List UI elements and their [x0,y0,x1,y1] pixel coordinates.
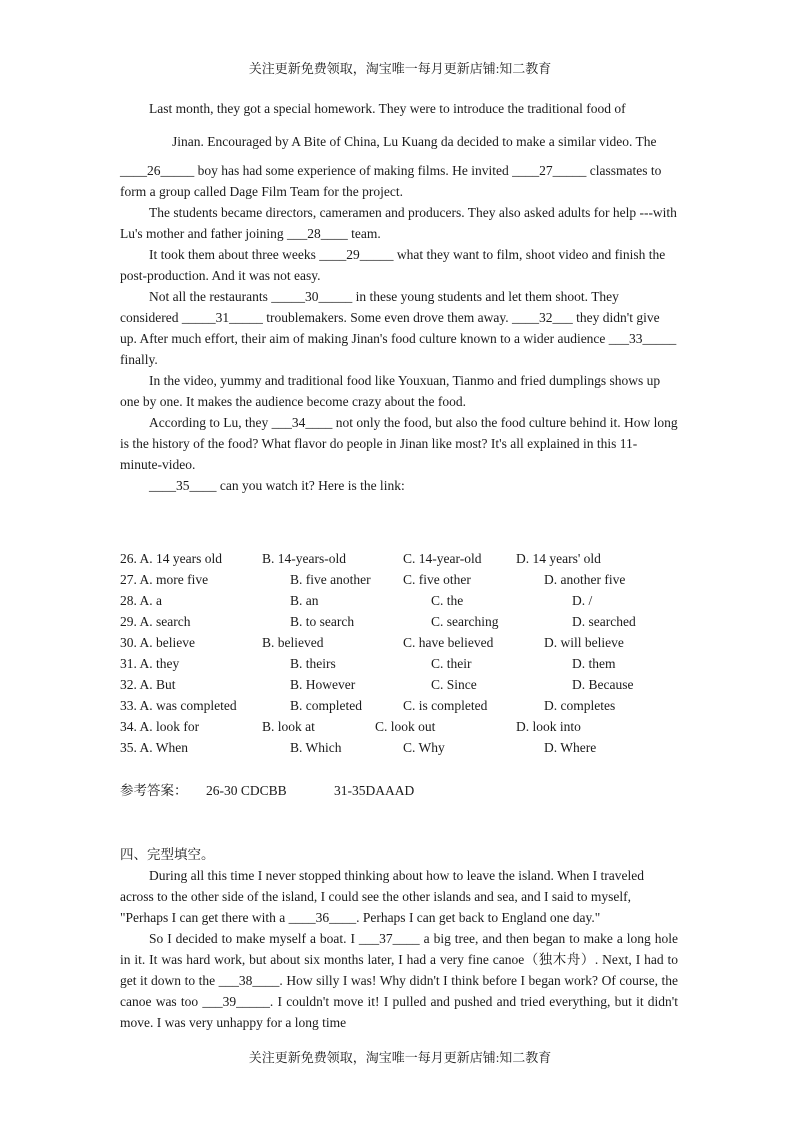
option-row [120,569,678,590]
option-d: D. Because [572,677,634,692]
passage-para-3: It took them about three weeks ____29_____ what they want to film, shoot video and finish the post-production. And it was not easy. [120,247,666,283]
option-b: B. to search [290,614,355,629]
option-b: B. five another [290,572,371,587]
answer-part-2: 31-35DAAAD [334,783,415,798]
option-b: B. Which [290,740,342,755]
option-row [120,716,678,737]
option-b: B. However [290,677,356,692]
passage-line-2: Jinan. Encouraged by A Bite of China, Lu Kuang da decided to make a similar video. The [172,134,657,149]
passage-para-1: ____26_____ boy has had some experience of making films. He invited ____27_____ classmates to form a group called Dage Film Team for the project. [120,163,662,199]
option-d: D. completes [544,698,616,713]
answer-part-1: 26-30 CDCBB [206,783,287,798]
passage-line-1: Last month, they got a special homework. They were to introduce the traditional food of [149,101,626,116]
option-c: C. Since [431,677,477,692]
option-a: 26. A. 14 years old [120,551,222,566]
option-c: C. is completed [403,698,488,713]
passage-para-2: The students became directors, cameramen and producers. They also asked adults for help ---with Lu's mother and father joining ___28____ team. [120,205,677,241]
option-b: B. believed [262,635,324,650]
option-a: 31. A. they [120,656,180,671]
option-d: D. / [572,593,593,608]
section4-para-1: During all this time I never stopped thinking about how to leave the island. When I traveled across to the other side of the island, I could see the other islands and sea, and I said to myself, "Perhaps I can get there with a ____36____. Perhaps I can get back to England one day." [120,868,645,925]
option-row [120,590,678,611]
answer-label: 参考答案： [120,783,188,798]
option-d: D. another five [544,572,626,587]
option-row [120,632,678,653]
option-c: C. 14-year-old [403,551,482,566]
option-row [120,548,678,569]
option-d: D. Where [544,740,597,755]
option-b: B. theirs [290,656,336,671]
option-b: B. an [290,593,319,608]
option-row [120,674,678,695]
section4-para-2: So I decided to make myself a boat. I ___37____ a big tree, and then began to make a long hole in it. It was hard work, but about six months later, I had a very fine canoe（独木舟）. Next, I had to get it down to the ___38____. How silly I was! Why didn't I think before I began work? Of course, the canoe was too ___39_____. I couldn't move it! I pulled and pushed and tried everything, but it didn't move. I was very unhappy for a long time [120,931,678,1030]
option-row [120,611,678,632]
option-a: 33. A. was completed [120,698,237,713]
option-d: D. will believe [544,635,624,650]
option-b: B. look at [262,719,315,734]
option-b: B. 14-years-old [262,551,346,566]
page-footer: 关注更新免费领取，淘宝唯一每月更新店铺:知二教育 [248,1050,552,1065]
option-a: 32. A. But [120,677,176,692]
option-row [120,653,678,674]
option-c: C. look out [375,719,436,734]
option-c: C. Why [403,740,445,755]
option-row [120,737,678,758]
options-list [120,548,678,758]
option-a: 28. A. a [120,593,162,608]
option-d: D. them [572,656,616,671]
option-c: C. searching [431,614,499,629]
option-c: C. the [431,593,464,608]
option-a: 29. A. search [120,614,191,629]
option-a: 35. A. When [120,740,188,755]
passage-para-5: In the video, yummy and traditional food like Youxuan, Tianmo and fried dumplings shows up one by one. It makes the audience become crazy about the food. [120,373,661,409]
option-c: C. have believed [403,635,494,650]
option-b: B. completed [290,698,362,713]
option-d: D. look into [516,719,581,734]
option-a: 30. A. believe [120,635,195,650]
option-a: 34. A. look for [120,719,200,734]
document-body [120,98,678,1033]
option-row [120,695,678,716]
page-header: 关注更新免费领取，淘宝唯一每月更新店铺:知二教育 [248,61,552,76]
passage-para-6: According to Lu, they ___34____ not only the food, but also the food culture behind it. How long is the history of the food? What flavor do people in Jinan like most? It's all explained in this 11-minute-video. [120,415,678,472]
option-a: 27. A. more five [120,572,209,587]
passage-para-4: Not all the restaurants _____30_____ in these young students and let them shoot. They considered _____31_____ troublemakers. Some even drove them away. ____32___ they didn't give up. After much effort, their aim of making Jinan's food culture known to a wider audience ___33_____ finally. [120,289,677,367]
section-title: 四、完型填空。 [120,847,215,862]
answer-key [120,780,678,801]
passage-para-7: ____35____ can you watch it? Here is the link: [149,478,405,493]
option-c: C. five other [403,572,471,587]
option-d: D. 14 years' old [516,551,601,566]
option-d: D. searched [572,614,636,629]
option-c: C. their [431,656,472,671]
